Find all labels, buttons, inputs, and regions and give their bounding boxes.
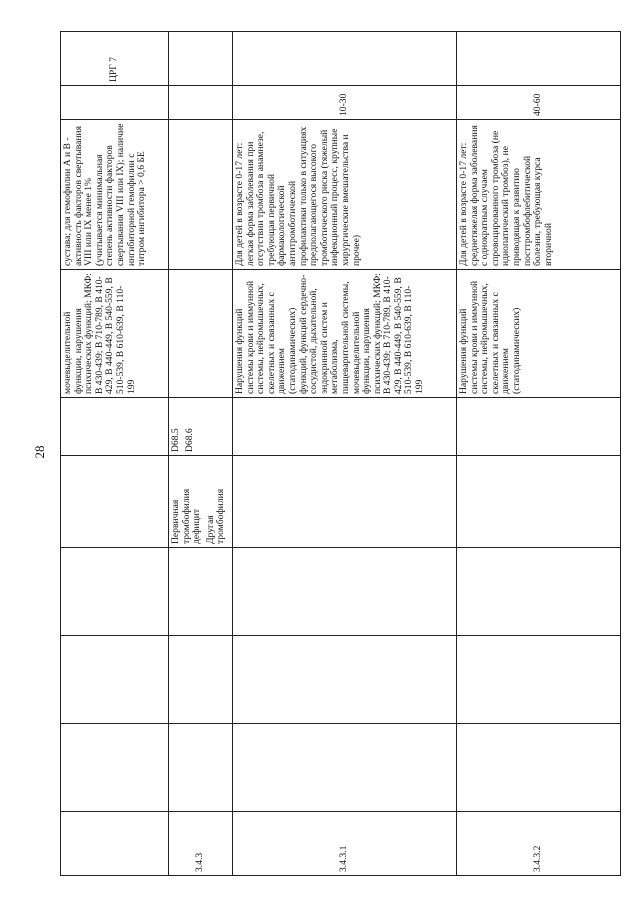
table-row (61, 32, 169, 876)
disease-cell (232, 456, 456, 548)
percent-cell (61, 86, 169, 120)
code-cell (456, 398, 620, 456)
empty-cell (456, 724, 620, 812)
code-cell (169, 398, 233, 456)
empty-cell (169, 636, 233, 724)
percent-cell: 10-30 (232, 86, 456, 120)
code-cell (232, 398, 456, 456)
rotated-table-wrapper (60, 32, 609, 876)
num-cell (61, 812, 169, 876)
table-row (232, 32, 456, 876)
empty-cell (169, 548, 233, 636)
norm-cell (169, 32, 233, 86)
norm-cell (232, 32, 456, 86)
empty-cell (456, 548, 620, 636)
disease-other-thrombophilia: Другая тромбофилия (204, 488, 227, 544)
table-row (169, 32, 233, 876)
conditions-cell (169, 270, 233, 398)
empty-cell (232, 724, 456, 812)
empty-cell (456, 636, 620, 724)
table-row (456, 32, 620, 876)
criteria-cell: Для детей в возрасте 0-17 лет: среднетяжелая форма заболевания с однократным случаем спровоцированного тромбоза (не идиопатический тромбоз), не приводящая к развитию посттромбофлебитической болезни, требующая курса вторичной (456, 120, 620, 270)
disease-cell (61, 456, 169, 548)
criteria-cell: сустава; для гемофилии А и В - активность факторов свертывания VIII или IX менее 1% (учитывается минимальная степень активности факторов свертывания VIII или IX); наличие ингибиторной гемофилии с титром ингибитора > 0,6 БЕ (61, 120, 169, 270)
empty-cell (61, 636, 169, 724)
empty-cell (61, 548, 169, 636)
disease-cell (456, 456, 620, 548)
code-d68-6: D68.6 (183, 428, 195, 452)
norm-cell: ЦРГ 7 (61, 32, 169, 86)
disease-primary-thrombophilia: Первичная тромбофилия дефицит (170, 488, 203, 544)
disability-criteria-table (60, 31, 621, 876)
empty-cell (232, 548, 456, 636)
percent-cell (169, 86, 233, 120)
conditions-cell: Нарушения функций системы крови и иммунной системы, нейромышечных, скелетных и связанных с движением (статодинамических) (456, 270, 620, 398)
criteria-cell (169, 120, 233, 270)
disease-cell (169, 456, 233, 548)
page-number: 28 (32, 445, 47, 459)
empty-cell (232, 636, 456, 724)
code-cell (61, 398, 169, 456)
conditions-cell: Нарушения функций системы крови и иммунной системы, нейромышечных, скелетных и связанных с движением (статодинамических) функций, функций сердечно-сосудистой, дыхательной, эндокринной систем и метаболизма, пищеварительной системы, мочевыделительной функции, нарушения психических функций; МКФ: B 430-439; B 710-789, B 410-429, B 440-449, B 540-559, B 510-539, B 610-639, B 110-199 (232, 270, 456, 398)
criteria-cell: Для детей в возрасте 0-17 лет: легкая форма заболевания при отсутствии тромбоза в анамнезе, требующая первичной фармакологической антитромботической профилактики только в ситуациях предполагающегося высокого тромботического риска (тяжелый инфекционный процесс, крупные хирургические вмешательства и прочее) (232, 120, 456, 270)
num-cell: 3.4.3.1 (232, 812, 456, 876)
code-d68-5: D68.5 (170, 428, 181, 452)
empty-cell (169, 724, 233, 812)
conditions-cell: мочевыделительной функции, нарушения психических функций; МКФ: B 430-439; B 710-789, B 410-429, B 440-449, B 540-559, B 510-539, B 610-639, B 110-199 (61, 270, 169, 398)
num-cell: 3.4.3.2 (456, 812, 620, 876)
num-cell: 3.4.3 (169, 812, 233, 876)
norm-cell (456, 32, 620, 86)
empty-cell (61, 724, 169, 812)
percent-cell: 40-60 (456, 86, 620, 120)
